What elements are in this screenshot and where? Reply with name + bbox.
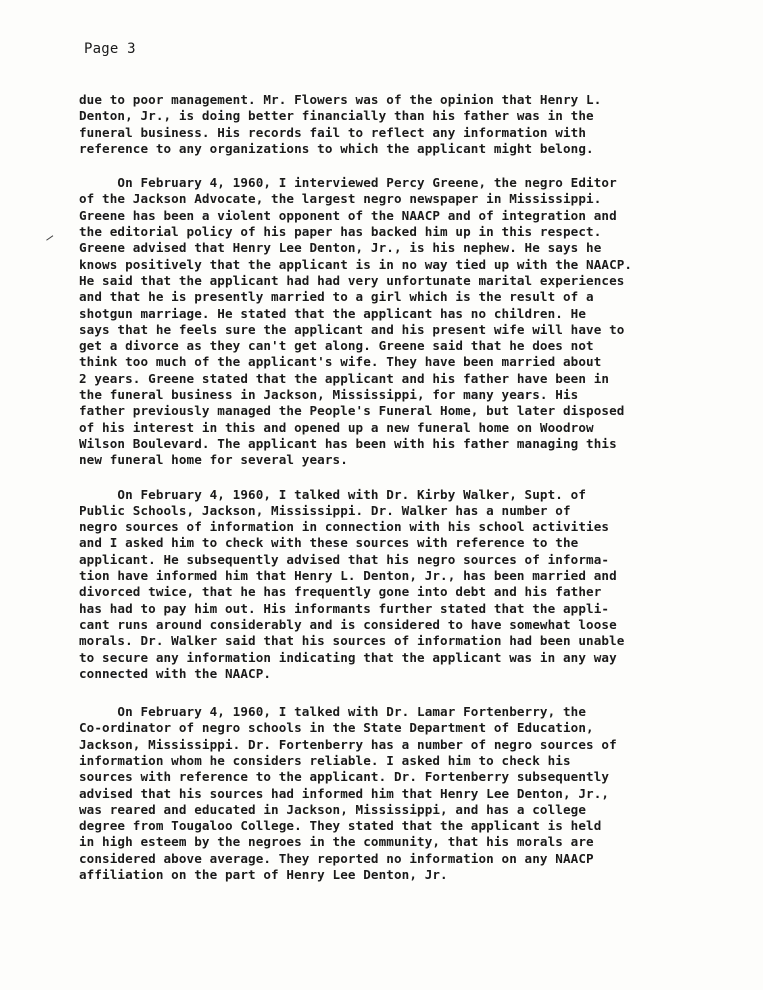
text-line: degree from Tougaloo College. They stated that the applicant is held	[79, 818, 602, 834]
text-line: funeral business. His records fail to reflect any information with	[79, 124, 587, 140]
text-line: Denton, Jr., is doing better financially than his father was in the	[79, 108, 594, 124]
text-line: Greene has been a violent opponent of the NAACP and of integration and	[79, 207, 617, 223]
text-line: On February 4, 1960, I interviewed Percy Greene, the negro Editor	[79, 175, 617, 191]
text-line: Public Schools, Jackson, Mississippi. Dr. Walker has a number of	[79, 502, 571, 518]
text-line: Wilson Boulevard. The applicant has been with his father managing this	[79, 435, 617, 451]
text-line: considered above average. They reported no information on any NAACP	[79, 850, 594, 866]
text-line: in high esteem by the negroes in the community, that his morals are	[79, 834, 594, 850]
paragraph-spacer	[79, 157, 729, 175]
text-line: due to poor management. Mr. Flowers was of the opinion that Henry L.	[79, 92, 602, 107]
text-line: of the Jackson Advocate, the largest negro newspaper in Mississippi.	[79, 191, 602, 207]
text-line: On February 4, 1960, I talked with Dr. Lamar Fortenberry, the	[79, 704, 587, 720]
text-line: knows positively that the applicant is in no way tied up with the NAACP.	[79, 256, 633, 272]
paragraph-percy-greene-interview	[79, 175, 729, 468]
text-line: and I asked him to check with these sources with reference to the	[79, 535, 579, 551]
text-line: to secure any information indicating that the applicant was in any way	[79, 649, 617, 665]
text-line: shotgun marriage. He stated that the applicant has no children. He	[79, 305, 587, 321]
paragraph-kirby-walker-inquiry	[79, 487, 729, 683]
text-line: says that he feels sure the applicant and his present wife will have to	[79, 321, 625, 337]
text-line: has had to pay him out. His informants further stated that the appli-	[79, 600, 610, 616]
text-line: was reared and educated in Jackson, Mississippi, and has a college	[79, 801, 587, 817]
text-line: He said that the applicant had had very unfortunate marital experiences	[79, 272, 625, 288]
text-line: divorced twice, that he has frequently gone into debt and his father	[79, 584, 602, 600]
text-line: Jackson, Mississippi. Dr. Fortenberry has a number of negro sources of	[79, 736, 617, 752]
text-line: think too much of the applicant's wife. They have been married about	[79, 354, 602, 370]
document-body	[79, 92, 729, 883]
text-line: Greene advised that Henry Lee Denton, Jr., is his nephew. He says he	[79, 240, 602, 256]
margin-pencil-mark	[43, 230, 54, 240]
text-line: reference to any organizations to which the applicant might belong.	[79, 140, 594, 156]
text-line: new funeral home for several years.	[79, 452, 348, 468]
text-line: morals. Dr. Walker said that his sources of information had been unable	[79, 633, 625, 649]
paragraph-spacer	[79, 682, 729, 704]
text-line: advised that his sources had informed him that Henry Lee Denton, Jr.,	[79, 785, 610, 801]
text-line: get a divorce as they can't get along. Greene said that he does not	[79, 338, 594, 354]
text-line: of his interest in this and opened up a new funeral home on Woodrow	[79, 419, 594, 435]
text-line: Co-ordinator of negro schools in the State Department of Education,	[79, 720, 594, 736]
paragraph-flowers-records	[79, 92, 729, 157]
text-line: and that he is presently married to a girl which is the result of a	[79, 289, 594, 305]
text-line: cant runs around considerably and is considered to have somewhat loose	[79, 616, 617, 632]
text-line: information whom he considers reliable. I asked him to check his	[79, 752, 571, 768]
paragraph-lamar-fortenberry-inquiry	[79, 704, 729, 883]
text-line: affiliation on the part of Henry Lee Denton, Jr.	[79, 867, 448, 883]
text-line: 2 years. Greene stated that the applicant and his father have been in	[79, 370, 610, 386]
text-line: tion have informed him that Henry L. Denton, Jr., has been married and	[79, 568, 617, 584]
text-line: On February 4, 1960, I talked with Dr. Kirby Walker, Supt. of	[79, 486, 587, 502]
text-line: applicant. He subsequently advised that his negro sources of informa-	[79, 551, 610, 567]
page-number: Page 3	[84, 41, 136, 57]
text-line: sources with reference to the applicant. Dr. Fortenberry subsequently	[79, 769, 610, 785]
text-line: the editorial policy of his paper has backed him up in this respect.	[79, 224, 602, 240]
text-line: the funeral business in Jackson, Mississippi, for many years. His	[79, 387, 579, 403]
text-line: negro sources of information in connection with his school activities	[79, 519, 610, 535]
text-line: father previously managed the People's Funeral Home, but later disposed	[79, 403, 625, 419]
paragraph-spacer	[79, 469, 729, 487]
text-line: connected with the NAACP.	[79, 665, 272, 681]
